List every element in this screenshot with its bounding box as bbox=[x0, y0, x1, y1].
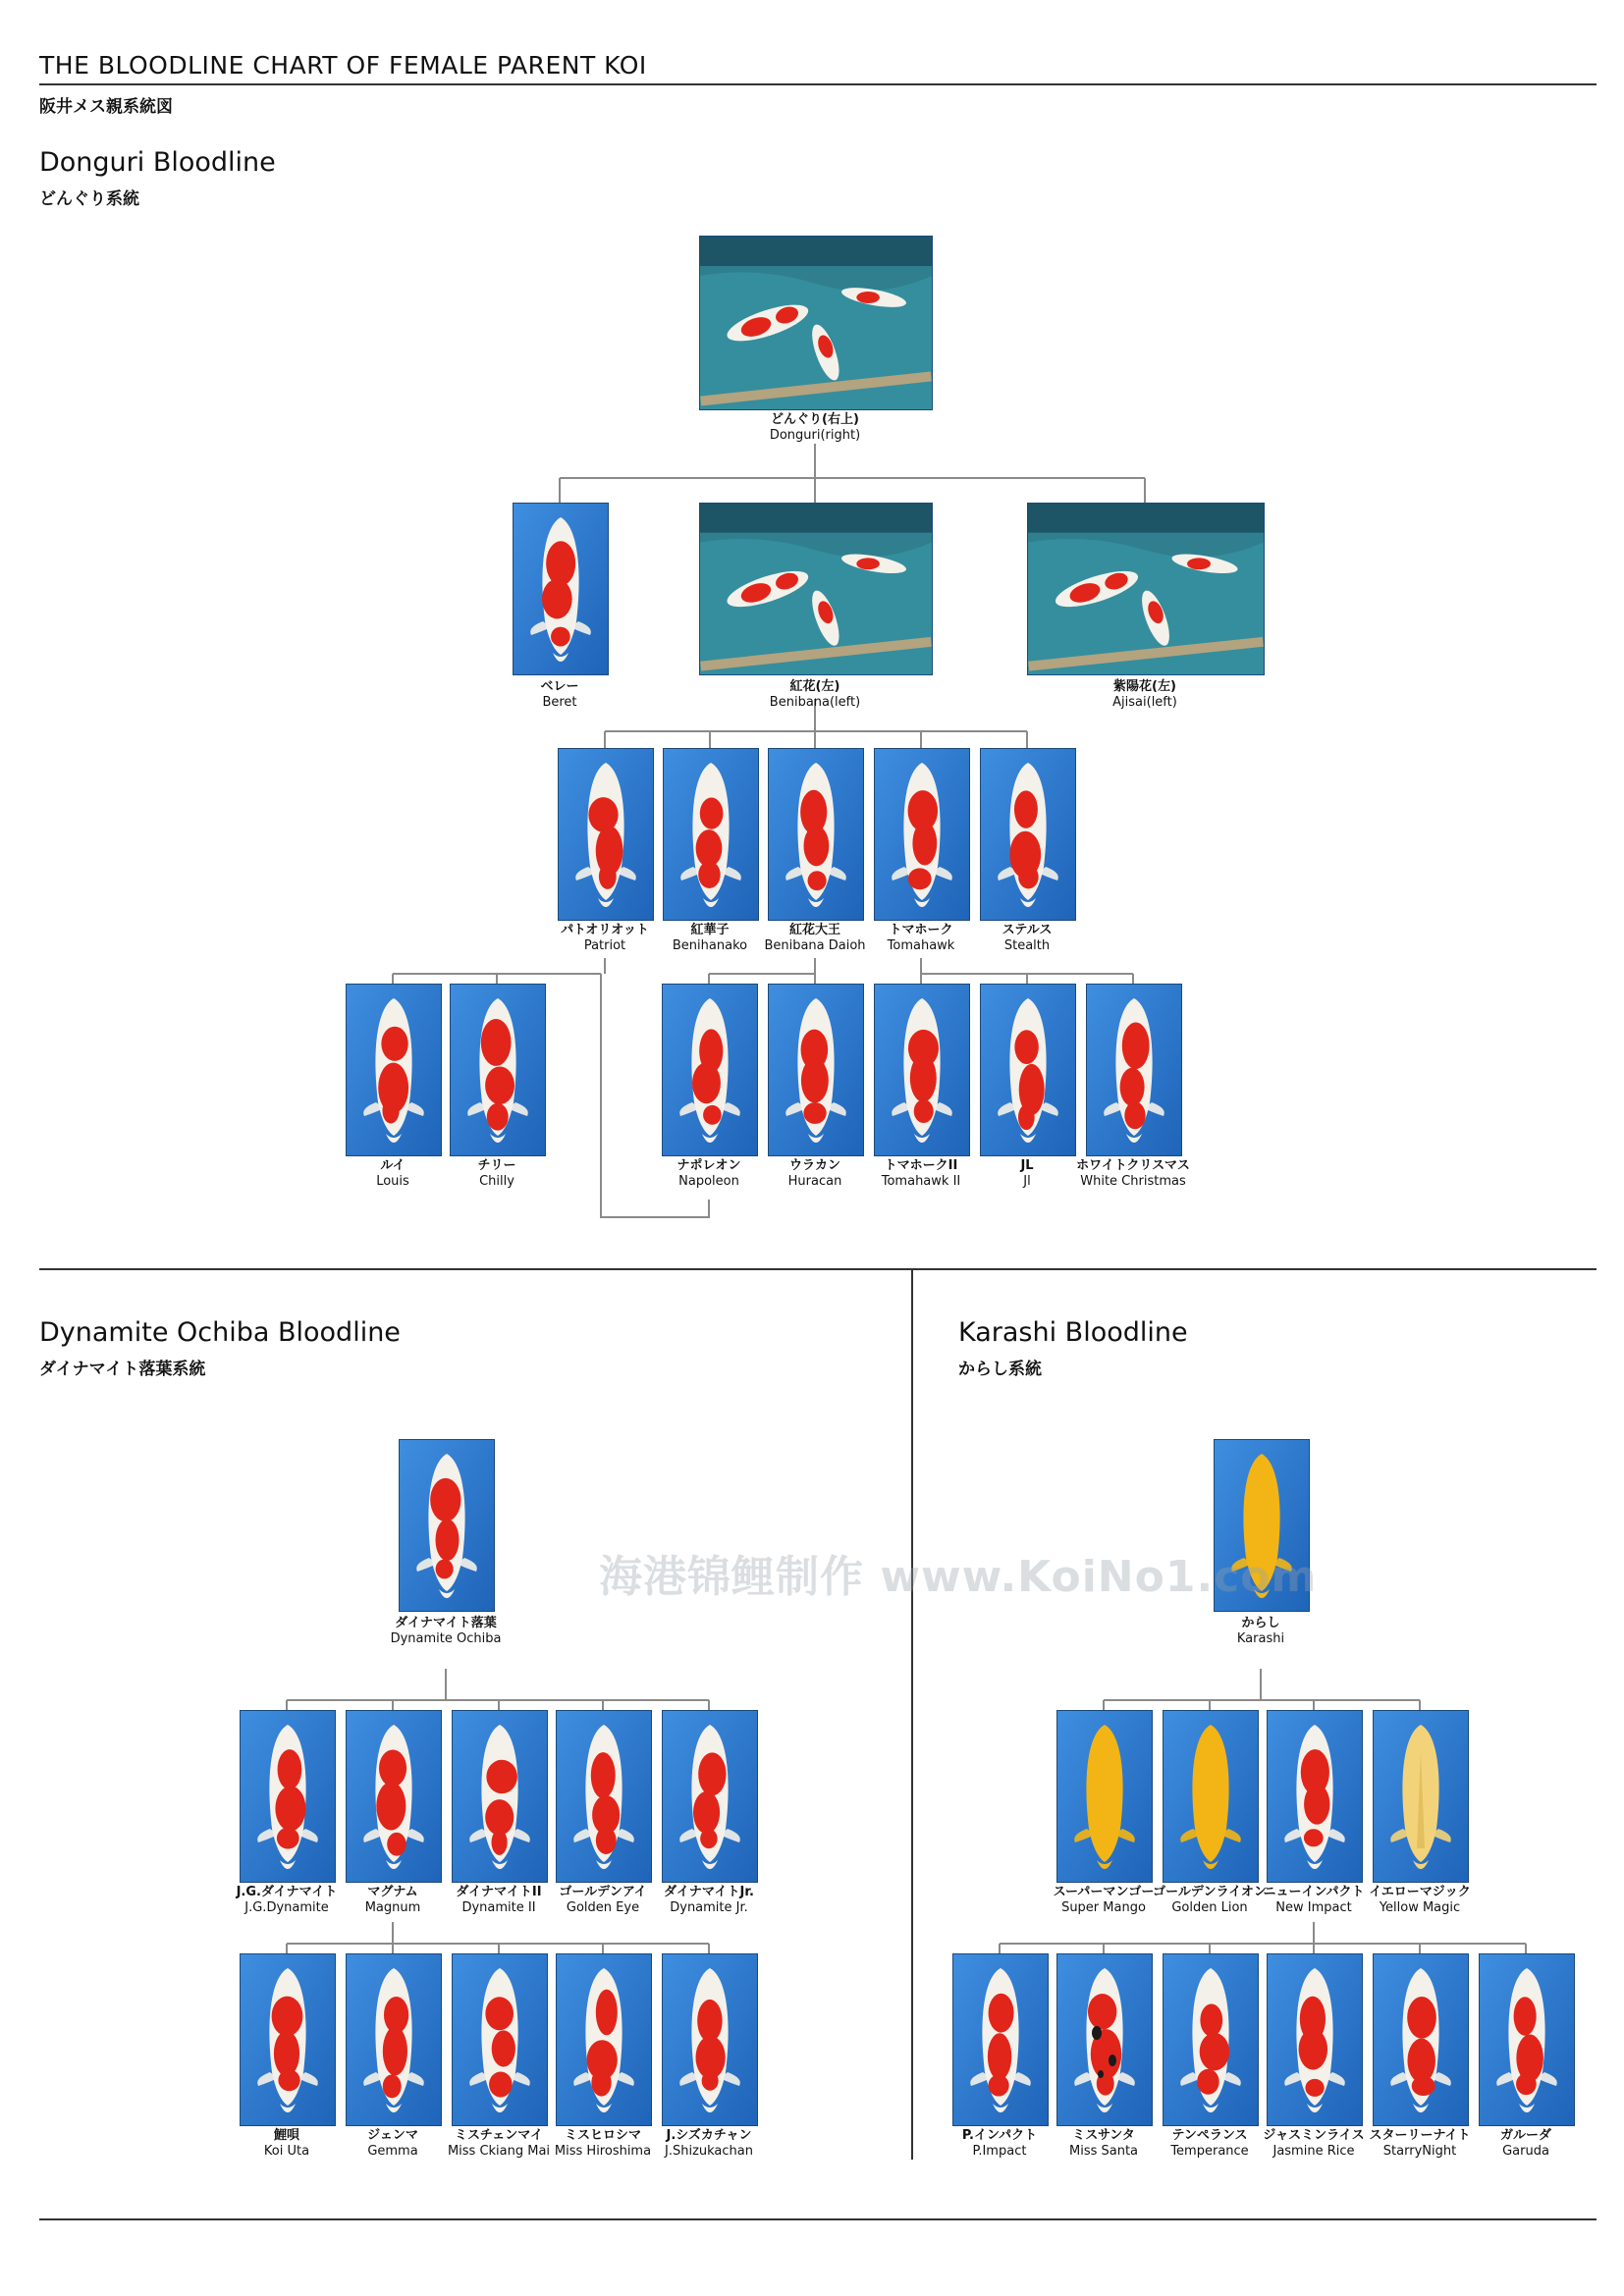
koi-photo-golden-eye bbox=[556, 1710, 652, 1883]
koi-photo-dynamite-ii bbox=[452, 1710, 548, 1883]
koi-photo-jg-dynamite bbox=[240, 1710, 336, 1883]
koi-label-miss-hiroshima: ミスヒロシマ Miss Hiroshima bbox=[554, 2128, 652, 2159]
koi-label-temperance: テンペランス Temperance bbox=[1170, 2128, 1249, 2159]
koi-label-golden-lion: ゴールデンライオン Golden Lion bbox=[1153, 1885, 1267, 1915]
koi-label-starrynight: スターリーナイト StarryNight bbox=[1369, 2128, 1471, 2159]
koi-photo-magnum bbox=[346, 1710, 442, 1883]
koi-photo-miss-ckiang-mai bbox=[452, 1953, 548, 2126]
koi-label-yellow-magic: イエローマジック Yellow Magic bbox=[1369, 1885, 1471, 1915]
koi-photo-jasmine-rice bbox=[1267, 1953, 1363, 2126]
koi-label-ajisai: 紫陽花(左) Ajisai(left) bbox=[1112, 679, 1177, 710]
koi-photo-p-impact bbox=[952, 1953, 1049, 2126]
koi-label-magnum: マグナム Magnum bbox=[364, 1885, 421, 1915]
karashi-section-subtitle: からし系統 bbox=[958, 1360, 1042, 1379]
koi-photo-super-mango bbox=[1056, 1710, 1153, 1883]
koi-label-jl: JL Jl bbox=[1020, 1158, 1034, 1189]
chart-title: THE BLOODLINE CHART OF FEMALE PARENT KOI bbox=[39, 51, 647, 80]
koi-label-j-shizukachan: J.シズカチャン J.Shizukachan bbox=[665, 2128, 753, 2159]
koi-label-dynamite-ochiba: ダイナマイト落葉 Dynamite Ochiba bbox=[390, 1616, 502, 1646]
koi-photo-gemma bbox=[346, 1953, 442, 2126]
koi-photo-j-shizukachan bbox=[662, 1953, 758, 2126]
koi-label-chilly: チリー Chilly bbox=[477, 1158, 516, 1189]
koi-photo-stealth bbox=[980, 748, 1076, 921]
karashi-section-title: Karashi Bloodline bbox=[958, 1317, 1188, 1348]
koi-photo-koi-uta bbox=[240, 1953, 336, 2126]
koi-photo-benibana bbox=[699, 503, 933, 675]
koi-label-tomahawk-ii: トマホークII Tomahawk II bbox=[881, 1158, 961, 1189]
watermark: 海港锦鲤制作 www.KoiNo1.com bbox=[599, 1552, 1318, 1602]
koi-photo-miss-hiroshima bbox=[556, 1953, 652, 2126]
koi-label-jg-dynamite: J.G.ダイナマイト J.G.Dynamite bbox=[236, 1885, 338, 1915]
koi-label-miss-santa: ミスサンタ Miss Santa bbox=[1068, 2128, 1139, 2159]
koi-label-huracan: ウラカン Huracan bbox=[787, 1158, 842, 1189]
koi-photo-tomahawk bbox=[874, 748, 970, 921]
koi-photo-donguri bbox=[699, 236, 933, 410]
koi-label-benibana: 紅花(左) Benibana(left) bbox=[769, 679, 861, 710]
koi-photo-white-christmas bbox=[1086, 984, 1182, 1156]
dynamite-section-subtitle: ダイナマイト落葉系統 bbox=[39, 1360, 206, 1379]
koi-label-p-impact: P.インパクト P.Impact bbox=[961, 2128, 1038, 2159]
koi-photo-benihanako bbox=[663, 748, 759, 921]
koi-photo-dynamite-jr bbox=[662, 1710, 758, 1883]
chart-subtitle: 阪井メス親系統図 bbox=[39, 97, 173, 117]
koi-photo-dynamite-ochiba bbox=[399, 1439, 495, 1612]
koi-label-golden-eye: ゴールデンアイ Golden Eye bbox=[559, 1885, 647, 1915]
koi-label-new-impact: ニューインパクト New Impact bbox=[1263, 1885, 1365, 1915]
koi-photo-napoleon bbox=[662, 984, 758, 1156]
koi-label-dynamite-ii: ダイナマイトII Dynamite II bbox=[456, 1885, 542, 1915]
dynamite-section-title: Dynamite Ochiba Bloodline bbox=[39, 1317, 401, 1348]
koi-photo-benibana-daioh bbox=[768, 748, 864, 921]
koi-photo-huracan bbox=[768, 984, 864, 1156]
koi-label-tomahawk: トマホーク Tomahawk bbox=[887, 923, 955, 953]
koi-label-beret: ベレー Beret bbox=[540, 679, 579, 710]
koi-label-super-mango: スーパーマンゴー Super Mango bbox=[1053, 1885, 1155, 1915]
koi-photo-ajisai bbox=[1027, 503, 1265, 675]
koi-label-white-christmas: ホワイトクリスマス White Christmas bbox=[1076, 1158, 1190, 1189]
koi-label-benihanako: 紅華子 Benihanako bbox=[672, 923, 748, 953]
koi-label-patriot: パトオリオット Patriot bbox=[561, 923, 649, 953]
koi-label-stealth: ステルス Stealth bbox=[1001, 923, 1053, 953]
koi-photo-tomahawk-ii bbox=[874, 984, 970, 1156]
koi-photo-temperance bbox=[1163, 1953, 1259, 2126]
koi-photo-golden-lion bbox=[1163, 1710, 1259, 1883]
koi-label-koi-uta: 鯉唄 Koi Uta bbox=[263, 2128, 310, 2159]
koi-label-donguri: どんぐり(右上) Donguri(right) bbox=[769, 412, 861, 443]
koi-photo-starrynight bbox=[1373, 1953, 1469, 2126]
donguri-section-subtitle: どんぐり系統 bbox=[39, 189, 139, 209]
koi-photo-miss-santa bbox=[1056, 1953, 1153, 2126]
donguri-section-title: Donguri Bloodline bbox=[39, 147, 276, 178]
koi-label-gemma: ジェンマ Gemma bbox=[367, 2128, 418, 2159]
koi-photo-louis bbox=[346, 984, 442, 1156]
koi-label-dynamite-jr: ダイナマイトJr. Dynamite Jr. bbox=[664, 1885, 754, 1915]
koi-label-miss-ckiang-mai: ミスチェンマイ Miss Ckiang Mai bbox=[447, 2128, 551, 2159]
koi-photo-garuda bbox=[1479, 1953, 1575, 2126]
koi-label-karashi: からし Karashi bbox=[1236, 1616, 1285, 1646]
koi-photo-jl bbox=[980, 984, 1076, 1156]
koi-photo-beret bbox=[513, 503, 609, 675]
koi-label-louis: ルイ Louis bbox=[376, 1158, 409, 1189]
koi-label-jasmine-rice: ジャスミンライス Jasmine Rice bbox=[1263, 2128, 1365, 2159]
koi-label-napoleon: ナポレオン Napoleon bbox=[677, 1158, 741, 1189]
koi-label-garuda: ガルーダ Garuda bbox=[1499, 2128, 1551, 2159]
koi-photo-patriot bbox=[558, 748, 654, 921]
koi-photo-yellow-magic bbox=[1373, 1710, 1469, 1883]
koi-photo-chilly bbox=[450, 984, 546, 1156]
koi-photo-new-impact bbox=[1267, 1710, 1363, 1883]
koi-label-benibana-daioh: 紅花大王 Benibana Daioh bbox=[764, 923, 866, 953]
